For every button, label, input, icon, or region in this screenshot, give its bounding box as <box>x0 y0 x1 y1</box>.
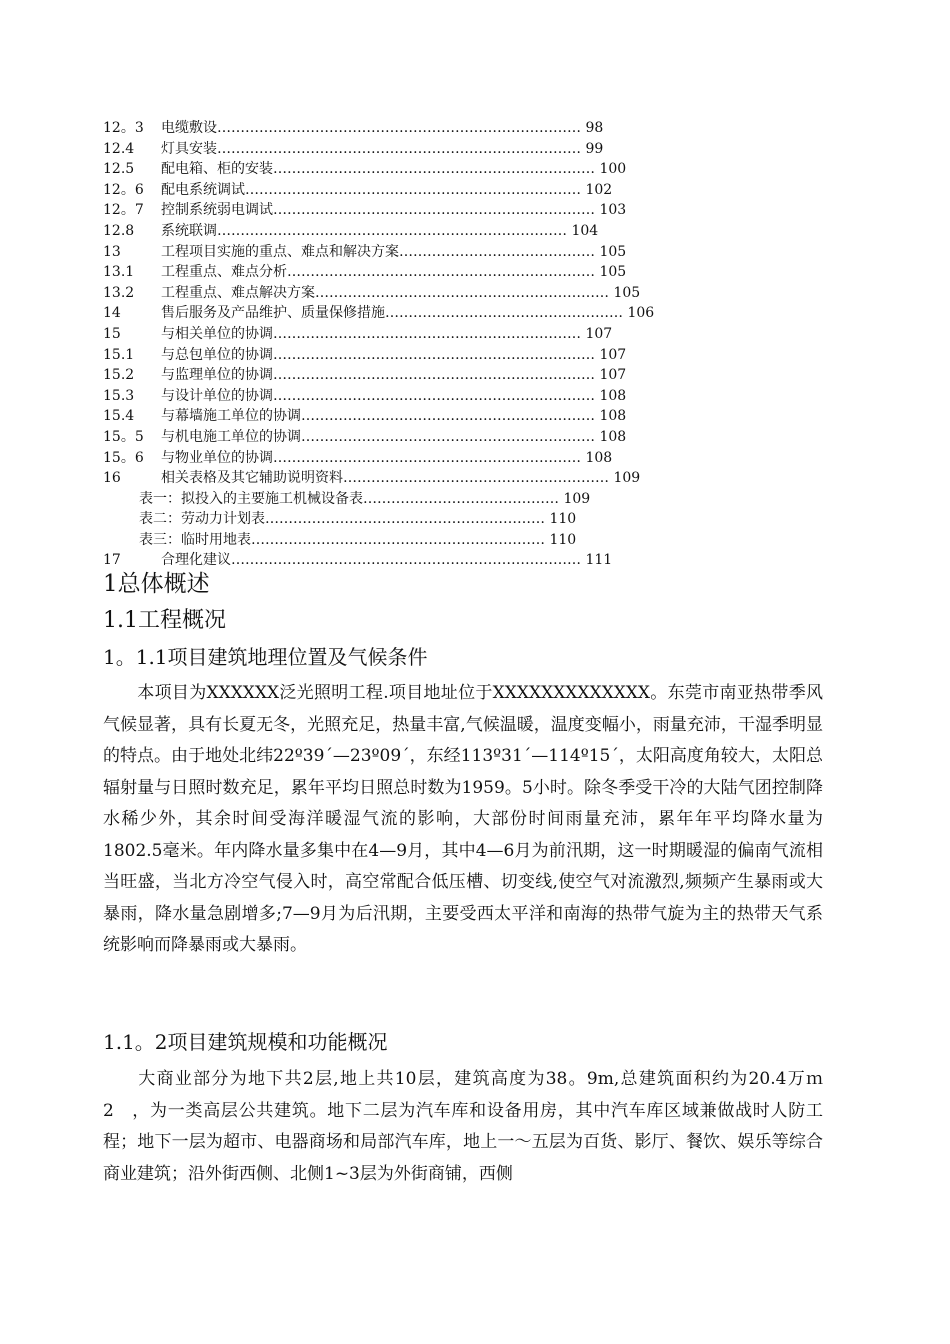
heading-section-1-1-1: 1。1.1项目建筑地理位置及气候条件 <box>103 645 428 669</box>
toc-entry-title: 表三：临时用地表 <box>139 531 251 548</box>
toc-entry-title: 工程项目实施的重点、难点和解决方案 <box>161 243 399 260</box>
toc-entry-page: 104 <box>571 222 599 239</box>
heading-chapter-1: 1总体概述 <box>103 571 210 597</box>
toc-entry-number: 12。7 <box>103 202 144 219</box>
toc-entry-number: 12.4 <box>103 140 135 157</box>
toc-entry-leader: ………………………………………………………………… <box>231 552 581 569</box>
toc-entry-leader: ………………………………………………………… <box>287 264 595 281</box>
toc-entry-number: 12.8 <box>103 222 135 239</box>
heading-section-1-1: 1.1工程概况 <box>103 608 226 633</box>
toc-entry[interactable] <box>103 406 703 427</box>
toc-entry[interactable] <box>103 118 703 139</box>
toc-entry[interactable] <box>103 324 703 345</box>
paragraph-scale-function <box>103 1064 840 1190</box>
toc-entry-number: 15.1 <box>103 346 135 363</box>
toc-entry-leader: …………………………………………………… <box>265 511 545 528</box>
toc-entry-number: 13 <box>103 243 121 260</box>
toc-entry-leader: …………………………………………………………………… <box>217 120 581 136</box>
toc-entry-title: 售后服务及产品维护、质量保修措施 <box>161 305 385 322</box>
toc-entry[interactable] <box>103 345 703 366</box>
toc-entry-page: 100 <box>599 161 627 178</box>
toc-entry-leader: …………………………………………………………… <box>273 161 595 178</box>
toc-entry-leader: …………………………………………………………… <box>273 367 595 384</box>
toc-entry[interactable] <box>103 427 703 448</box>
toc-entry[interactable] <box>103 489 703 510</box>
table-of-contents <box>103 118 703 571</box>
toc-entry-title: 控制系统弱电调试 <box>161 202 273 219</box>
heading-section-1-1-2: 1.1。2项目建筑规模和功能概况 <box>103 1030 388 1054</box>
paragraph-scale-function-text: 大商业部分为地下共2层,地上共10层，建筑高度为38。9m,总建筑面积约为20.4万ｍ 2 ，为一类高层公共建筑。地下二层为汽车库和设备用房，其中汽车库区域兼做战时人防工程；地下一层为超市、电器商场和局部汽车库，地上一～五层为百货、影厅、餐饮、娱乐等综合商业建筑；沿外街西侧、北侧1~3层为外街商铺，西侧 <box>103 1069 840 1184</box>
toc-entry-number: 13.2 <box>103 284 135 301</box>
toc-entry-title: 与监理单位的协调 <box>161 367 273 384</box>
toc-entry-page: 105 <box>599 243 627 260</box>
toc-entry[interactable] <box>103 509 703 530</box>
toc-entry-page: 108 <box>599 408 627 425</box>
toc-entry-title: 与总包单位的协调 <box>161 346 273 363</box>
toc-entry-page: 109 <box>563 490 591 507</box>
toc-entry-number: 15.4 <box>103 408 135 425</box>
toc-entry-title: 合理化建议 <box>161 552 231 569</box>
toc-entry-page: 107 <box>585 325 613 342</box>
toc-entry-page: 105 <box>613 284 641 301</box>
toc-entry[interactable] <box>103 262 703 283</box>
paragraph-location-climate-text: 本项目为XXXXXX泛光照明工程.项目地址位于XXXXXXXXXXXXX。东莞市南亚热带季风气候显著，具有长夏无冬，光照充足，热量丰富,气候温暖，温度变幅小，雨量充沛，干湿季明显的特点。由于地处北纬22º39´—23º09´，东经113º31´—114º15´，太阳高度角较大，太阳总辐射量与日照时数充足，累年平均日照总时数为1959。5小时。除冬季受干冷的大陆气团控制降水稀少外，其余时间受海洋暖湿气流的影响，大部份时间雨量充沛，累年年平均降水量为1802.5毫米。年内降水量多集中在4—9月，其中4—6月为前汛期，这一时期暖湿的偏南气流相当旺盛，当北方冷空气侵入时，高空常配合低压槽、切变线,使空气对流激烈,频频产生暴雨或大暴雨，降水量急剧增多;7—9月为后汛期，主要受西太平洋和南海的热带气旋为主的热带天气系统影响而降暴雨或大暴雨。 <box>103 683 823 955</box>
toc-entry-number: 15.2 <box>103 367 135 384</box>
toc-entry[interactable] <box>103 530 703 551</box>
paragraph-location-climate <box>103 678 823 962</box>
toc-entry[interactable] <box>103 303 703 324</box>
toc-entry-leader: ……………………………………………………… <box>301 428 595 445</box>
toc-entry-page: 107 <box>599 346 627 363</box>
toc-entry-leader: ………………………………………………………… <box>273 449 581 466</box>
toc-entry-leader: …………………………………… <box>363 490 559 507</box>
toc-entry-title: 与幕墙施工单位的协调 <box>161 408 301 425</box>
toc-entry-title: 与相关单位的协调 <box>161 325 273 342</box>
toc-entry[interactable] <box>103 365 703 386</box>
toc-entry-page: 110 <box>549 511 577 528</box>
toc-entry-number: 12.5 <box>103 161 135 178</box>
toc-entry[interactable] <box>103 159 703 180</box>
toc-entry-page: 102 <box>585 181 613 198</box>
toc-entry-page: 108 <box>585 449 613 466</box>
toc-entry-title: 表二：劳动力计划表 <box>139 511 265 528</box>
toc-entry-page: 108 <box>599 428 627 445</box>
toc-entry-leader: …………………………………… <box>399 243 595 260</box>
toc-entry-title: 与物业单位的协调 <box>161 449 273 466</box>
toc-entry-page: 105 <box>599 264 627 281</box>
toc-entry-number: 16 <box>103 470 121 487</box>
toc-entry-number: 12。3 <box>103 120 144 136</box>
toc-entry[interactable] <box>103 448 703 469</box>
toc-entry-leader: …………………………………………………………… <box>273 387 595 404</box>
toc-entry[interactable] <box>103 283 703 304</box>
toc-entry[interactable] <box>103 242 703 263</box>
toc-entry-leader: …………………………………………………………… <box>273 202 595 219</box>
toc-entry-page: 103 <box>599 202 627 219</box>
toc-entry-leader: ……………………………………………………… <box>315 284 609 301</box>
toc-entry[interactable] <box>103 221 703 242</box>
toc-entry-title: 系统联调 <box>161 222 217 239</box>
toc-entry-leader: …………………………………………………………… <box>273 346 595 363</box>
toc-entry-number: 17 <box>103 552 121 569</box>
toc-entry-number: 15.3 <box>103 387 135 404</box>
toc-entry[interactable] <box>103 139 703 160</box>
toc-entry-number: 15。6 <box>103 449 144 466</box>
toc-entry-page: 108 <box>599 387 627 404</box>
toc-entry-leader: …………………………………………………………………… <box>217 140 581 157</box>
toc-entry-leader: ………………………………………………………… <box>273 325 581 342</box>
toc-entry-number: 12。6 <box>103 181 144 198</box>
toc-entry-title: 表一：拟投入的主要施工机械设备表 <box>139 490 363 507</box>
toc-entry-page: 107 <box>599 367 627 384</box>
toc-entry-title: 与机电施工单位的协调 <box>161 428 301 445</box>
toc-entry-title: 工程重点、难点分析 <box>161 264 287 281</box>
toc-entry-title: 电缆敷设 <box>161 120 217 136</box>
toc-entry-page: 106 <box>627 305 655 322</box>
toc-entry-number: 14 <box>103 305 121 322</box>
toc-entry-title: 配电箱、柜的安装 <box>161 161 273 178</box>
toc-entry-leader: ………………………………………………… <box>343 470 609 487</box>
toc-entry[interactable] <box>103 180 703 201</box>
toc-entry-leader: ………………………………………………………………… <box>217 222 567 239</box>
toc-entry-title: 配电系统调试 <box>161 181 245 198</box>
toc-entry-title: 相关表格及其它辅助说明资料 <box>161 470 343 487</box>
toc-entry-page: 111 <box>585 552 613 569</box>
toc-entry-leader: …………………………………………… <box>385 305 623 322</box>
toc-entry[interactable] <box>103 386 703 407</box>
toc-entry-leader: ……………………………………………………………… <box>245 181 581 198</box>
toc-entry-number: 15 <box>103 325 121 342</box>
toc-entry-title: 与设计单位的协调 <box>161 387 273 404</box>
toc-entry-title: 灯具安装 <box>161 140 217 157</box>
toc-entry-page: 110 <box>549 531 577 548</box>
toc-entry-number: 15。5 <box>103 428 144 445</box>
toc-entry-title: 工程重点、难点解决方案 <box>161 284 315 301</box>
toc-entry-number: 13.1 <box>103 264 135 281</box>
toc-entry-page: 98 <box>585 120 604 136</box>
toc-entry-page: 109 <box>613 470 641 487</box>
toc-entry[interactable] <box>103 200 703 221</box>
toc-entry-leader: ……………………………………………………… <box>251 531 545 548</box>
toc-entry[interactable] <box>103 468 703 489</box>
toc-entry-leader: ……………………………………………………… <box>301 408 595 425</box>
toc-entry-page: 99 <box>585 140 604 157</box>
